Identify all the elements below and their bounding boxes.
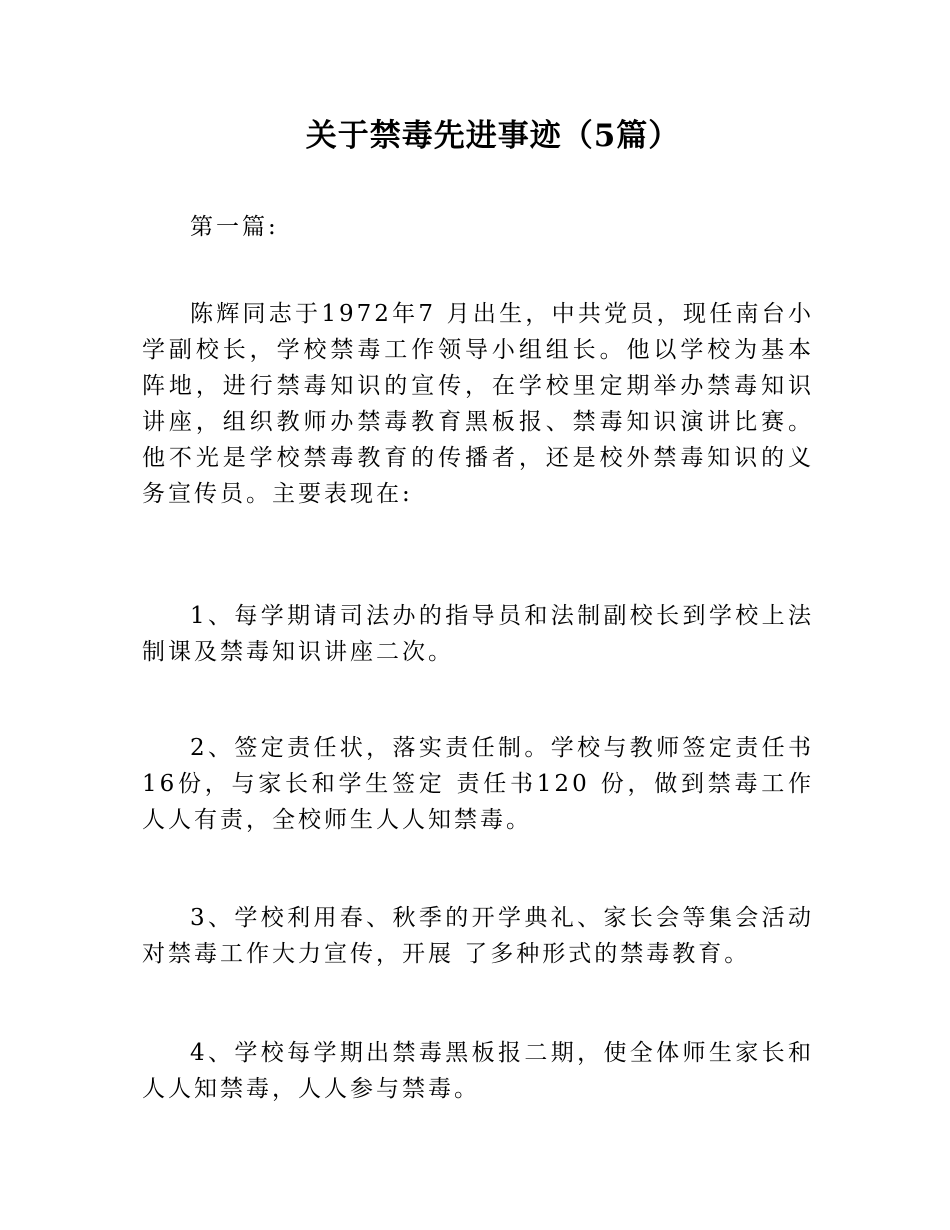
list-item-2: 2、签定责任状，落实责任制。学校与教师签定责任书16份，与家长和学生签定 责任书120 份，做到禁毒工作人人有责，全校师生人人知禁毒。 bbox=[142, 735, 814, 833]
section-label: 第一篇: bbox=[190, 214, 279, 240]
list-item-3: 3、学校利用春、秋季的开学典礼、家长会等集会活动对禁毒工作大力宣传，开展 了多种形式的禁毒教育。 bbox=[142, 905, 814, 967]
document-title: 关于禁毒先进事迹（5篇） bbox=[305, 118, 681, 154]
intro-paragraph: 陈辉同志于1972年7 月出生，中共党员，现任南台小学副校长，学校禁毒工作领导小组组长。他以学校为基本阵地，进行禁毒知识的宣传，在学校里定期举办禁毒知识讲座，组织教师办禁毒教育黑板报、禁毒知识演讲比赛。他不光是学校禁毒教育的传播者，还是校外禁毒知识的义务宣传员。主要表现在: bbox=[142, 301, 814, 507]
list-item-1: 1、每学期请司法办的指导员和法制副校长到学校上法制课及禁毒知识讲座二次。 bbox=[142, 603, 814, 665]
list-item-4: 4、学校每学期出禁毒黑板报二期，使全体师生家长和人人知禁毒，人人参与禁毒。 bbox=[142, 1040, 814, 1102]
